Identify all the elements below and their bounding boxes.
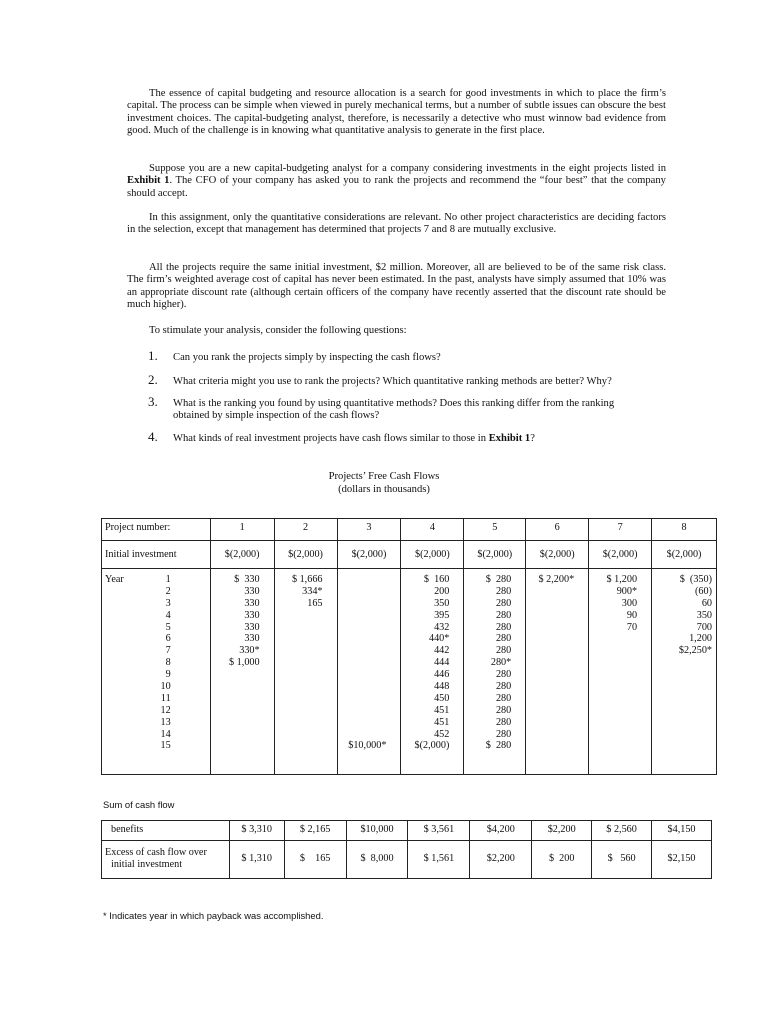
question-text-a: What kinds of real investment projects have cash flows similar to those in	[173, 433, 489, 444]
cash-flow-cell: 280	[495, 669, 512, 681]
question-number: 1.	[148, 348, 158, 363]
cash-flow-cell: 350	[696, 609, 712, 621]
cash-flow-cell: 334*	[302, 585, 323, 597]
paragraph-intro: The essence of capital budgeting and resource allocation is a search for good investments in which to place the firm’s capital. The process can be simple when viewed in purely mechanical terms, but a number of subtle issues can obscure the best investment choices. The capital-budgeting analyst, therefore, is necessarily a detective who must winnow bad evidence from good. Much of the challenge is in knowing what quantitative analysis to generate in the first place.	[127, 88, 666, 136]
benefits-cell: $ 3,310	[229, 821, 284, 841]
investment-cell: $(2,000)	[337, 541, 401, 569]
cash-flow-cell	[211, 669, 260, 681]
paragraph-considerations: In this assignment, only the quantitative considerations are relevant. No other project characteristics are deciding factors in the selection, except that management has determined that projects 7 and 8 are mutually exclusive.	[127, 212, 666, 236]
cash-flow-cell	[589, 633, 637, 645]
exhibit-subtitle: (dollars in thousands)	[338, 484, 430, 495]
cash-flow-cell: $10,000*	[348, 740, 387, 752]
cash-flow-cell: 280	[495, 645, 512, 657]
cash-flow-cell: $ 330	[234, 574, 260, 585]
excess-cell: $2,150	[652, 841, 712, 879]
cash-flow-cell	[338, 717, 387, 729]
project-header: 8	[652, 519, 717, 541]
cash-flow-cell	[211, 705, 260, 717]
cash-flow-cell	[652, 740, 712, 752]
cash-flow-cell	[338, 657, 387, 669]
cash-flow-cell: 330*	[239, 645, 260, 657]
cash-flow-cell	[526, 622, 574, 634]
cash-flow-cell: 90	[626, 609, 638, 621]
project-cash-flows	[401, 569, 464, 775]
year-number: 15	[160, 740, 171, 752]
year-number: 10	[160, 681, 171, 693]
cash-flow-cell	[652, 717, 712, 729]
cash-flow-cell: $ 1,000	[229, 657, 260, 669]
cash-flow-cell	[338, 705, 387, 717]
question-number: 2.	[148, 372, 158, 387]
investment-cell: $(2,000)	[589, 541, 652, 569]
cash-flow-cell	[275, 740, 323, 752]
year-column	[102, 569, 211, 775]
project-header: 5	[464, 519, 526, 541]
cash-flow-cell	[589, 657, 637, 669]
cash-flow-cell: 70	[626, 621, 638, 633]
cash-flow-cell	[338, 586, 387, 598]
year-number: 9	[165, 669, 171, 681]
investment-cell: $(2,000)	[526, 541, 589, 569]
project-header: 4	[401, 519, 464, 541]
cash-flow-cell: (60)	[695, 585, 712, 597]
cash-flow-cell: 395	[434, 609, 450, 621]
cash-flow-cell	[526, 717, 574, 729]
cash-flow-cell	[526, 586, 574, 598]
cash-flow-cell	[652, 669, 712, 681]
cash-flow-cell	[526, 645, 574, 657]
project-cash-flows	[652, 569, 717, 775]
question-text-c: ?	[530, 433, 535, 444]
question-text	[173, 433, 643, 445]
cash-flow-cell	[652, 705, 712, 717]
cash-flow-cell	[589, 729, 637, 741]
cash-flow-cell	[275, 705, 323, 717]
investment-label: Initial investment	[102, 541, 211, 569]
excess-cell: $ 200	[532, 841, 592, 879]
year-number: 4	[165, 609, 171, 621]
project-cash-flows	[210, 569, 274, 775]
cash-flow-cell	[589, 705, 637, 717]
excess-label-line-1: Excess of cash flow over	[105, 847, 207, 858]
cash-flow-cell	[275, 645, 323, 657]
cash-flow-cell	[526, 598, 574, 610]
year-number: 1	[165, 574, 171, 585]
cash-flow-cell: 280	[495, 633, 512, 645]
year-number: 6	[165, 633, 171, 645]
cash-flow-cell	[526, 705, 574, 717]
project-cash-flows	[589, 569, 652, 775]
cash-flow-cell: 200	[434, 585, 450, 597]
cash-flow-cell: 451	[434, 704, 450, 716]
cash-flow-cell: 280*	[490, 657, 512, 669]
cash-flow-cell	[526, 610, 574, 622]
header-label: Project number:	[102, 519, 211, 541]
question-text: What is the ranking you found by using quantitative methods? Does this ranking differ from the ranking obtained by simple inspection of the cash flows?	[173, 398, 615, 422]
cash-flow-cell	[211, 729, 260, 741]
year-number: 8	[165, 657, 171, 669]
excess-cell: $ 560	[592, 841, 652, 879]
cash-flow-cell	[589, 645, 637, 657]
question-text: Can you rank the projects simply by inspecting the cash flows?	[173, 352, 441, 363]
cash-flow-cell	[275, 669, 323, 681]
cash-flow-cell	[338, 610, 387, 622]
cash-flow-cell	[338, 681, 387, 693]
header-row	[102, 519, 717, 541]
cash-flow-cell: 451	[434, 716, 450, 728]
cash-flow-cell: 280	[495, 609, 512, 621]
year-number: 11	[160, 692, 171, 704]
cash-flow-cell	[526, 681, 574, 693]
cash-flow-cell: 280	[495, 681, 512, 693]
cash-flow-cell	[526, 729, 574, 741]
paragraph-investment: All the projects require the same initial investment, $2 million. Moreover, all are believed to be of the same risk class. The firm’s weighted average cost of capital has never been estimated. In the past, analysts have simply assumed that 10% was an appropriate discount rate (although certain officers of the company have recently asserted that the discount rate should be much higher).	[127, 262, 666, 310]
project-header: 7	[589, 519, 652, 541]
cash-flow-cell: 280	[495, 704, 512, 716]
question-number: 4.	[148, 429, 158, 444]
cash-flow-cell	[338, 633, 387, 645]
benefits-label: benefits	[102, 821, 230, 841]
cash-flow-cell	[275, 729, 323, 741]
year-number: 5	[165, 621, 171, 633]
cash-flow-cell	[338, 693, 387, 705]
year-number: 14	[160, 728, 171, 740]
cash-flow-cell: 330	[244, 609, 260, 621]
cash-flow-cell	[211, 681, 260, 693]
exhibit-title: Projects’ Free Cash Flows	[328, 471, 440, 482]
investment-cell: $(2,000)	[401, 541, 464, 569]
question-text: What criteria might you use to rank the projects? Which quantitative ranking methods are better? Why?	[173, 376, 612, 387]
cash-flow-cell: 446	[434, 669, 450, 681]
cash-flow-cell: 444	[434, 657, 450, 669]
paragraph-assignment-text-a: Suppose you are a new capital-budgeting analyst for a company considering investments in the eight projects listed in	[149, 163, 666, 174]
cash-flow-cell	[275, 633, 323, 645]
benefits-row	[102, 821, 712, 841]
paragraph-questions-intro: To stimulate your analysis, consider the following questions:	[149, 325, 407, 336]
investment-cell: $(2,000)	[274, 541, 337, 569]
cash-flow-cell	[338, 645, 387, 657]
cash-flow-cell	[211, 717, 260, 729]
investment-cell: $(2,000)	[210, 541, 274, 569]
benefits-cell: $ 2,560	[592, 821, 652, 841]
project-cash-flows	[274, 569, 337, 775]
project-cash-flows	[337, 569, 401, 775]
cash-flow-cell	[526, 669, 574, 681]
cash-flow-cell: $ 280	[485, 740, 512, 752]
cash-flow-cell	[338, 622, 387, 634]
cash-flow-cell: 452	[434, 728, 450, 740]
year-number: 12	[160, 704, 171, 716]
cash-flow-cell	[275, 717, 323, 729]
year-number: 3	[165, 597, 171, 609]
project-header: 1	[210, 519, 274, 541]
cash-flow-cell	[275, 610, 323, 622]
paragraph-assignment-text-b: . The CFO of your company has asked you to rank the projects and recommend the “four best” that the company should accept.	[127, 175, 666, 199]
cash-flow-cell: 432	[434, 621, 450, 633]
cash-flow-cell: $ 160	[423, 574, 450, 585]
question-number: 3.	[148, 394, 158, 409]
cash-flow-cell	[589, 740, 637, 752]
cash-flow-cell	[652, 657, 712, 669]
project-header: 3	[337, 519, 401, 541]
project-cash-flows	[464, 569, 526, 775]
cash-flow-cell	[338, 598, 387, 610]
cash-flow-cell: 280	[495, 692, 512, 704]
cash-flow-table	[101, 518, 717, 775]
year-number: 2	[165, 585, 171, 597]
cash-flow-cell: 330	[244, 597, 260, 609]
cash-flow-cell	[589, 669, 637, 681]
cash-flow-cell: 280	[495, 716, 512, 728]
cash-flow-cell	[275, 657, 323, 669]
cash-flow-cell: $ 1,666	[291, 574, 323, 585]
project-header: 6	[526, 519, 589, 541]
cash-flow-cell: 448	[434, 681, 450, 693]
cash-flow-cell	[211, 693, 260, 705]
cash-flow-cell	[211, 740, 260, 752]
excess-cell: $ 1,310	[229, 841, 284, 879]
cash-flow-cell	[338, 574, 387, 586]
cash-flow-cell	[589, 693, 637, 705]
project-cash-flows	[526, 569, 589, 775]
cash-flow-cell	[652, 729, 712, 741]
exhibit-reference: Exhibit 1	[127, 175, 170, 187]
cash-flow-cell	[526, 657, 574, 669]
cash-flow-cell	[275, 622, 323, 634]
summary-heading: Sum of cash flow	[103, 799, 175, 810]
benefits-cell: $2,200	[532, 821, 592, 841]
excess-row	[102, 841, 712, 879]
cash-flow-cell: $ 2,200*	[538, 574, 575, 585]
excess-cell: $ 1,561	[408, 841, 470, 879]
cash-flow-cell: 1,200	[689, 633, 712, 645]
cash-flow-cell: 450	[434, 692, 450, 704]
benefits-cell: $ 2,165	[284, 821, 346, 841]
footnote: * Indicates year in which payback was accomplished.	[103, 910, 324, 921]
cash-flow-cell: $(2,000)	[414, 740, 450, 752]
cash-flow-cell: 350	[434, 597, 450, 609]
cash-flow-cell: $ 280	[485, 574, 512, 585]
cash-flow-cell: 60	[701, 597, 712, 609]
cash-flow-cell: 330	[244, 585, 260, 597]
benefits-cell: $4,150	[652, 821, 712, 841]
cash-flow-cell	[652, 681, 712, 693]
exhibit-reference: Exhibit 1	[488, 433, 531, 444]
cash-flow-cell	[338, 729, 387, 741]
cash-flow-cell: 280	[495, 728, 512, 740]
cash-flow-cell: 700	[696, 621, 712, 633]
cash-flow-cell: $ 1,200	[606, 574, 638, 585]
summary-table	[101, 820, 712, 879]
year-label: Year	[105, 574, 124, 585]
cash-flow-cell	[338, 669, 387, 681]
cash-flow-cell: 330	[244, 633, 260, 645]
cash-flow-cell	[589, 681, 637, 693]
cash-flow-cell	[652, 693, 712, 705]
benefits-cell: $10,000	[346, 821, 408, 841]
cash-flow-cell: $ (350)	[679, 574, 712, 585]
cash-flow-cell	[526, 693, 574, 705]
excess-cell: $ 165	[284, 841, 346, 879]
cash-flow-cell: 900*	[616, 585, 638, 597]
cash-flow-cell: 300	[621, 597, 638, 609]
yearly-cash-flow-row	[102, 569, 717, 775]
cash-flow-cell: 330	[244, 621, 260, 633]
cash-flow-cell	[526, 633, 574, 645]
project-header: 2	[274, 519, 337, 541]
excess-label	[102, 841, 230, 879]
cash-flow-cell: 440*	[428, 633, 450, 645]
investment-cell: $(2,000)	[464, 541, 526, 569]
cash-flow-cell	[275, 681, 323, 693]
cash-flow-cell: 442	[434, 645, 450, 657]
excess-cell: $2,200	[470, 841, 532, 879]
paragraph-assignment	[127, 163, 666, 200]
excess-cell: $ 8,000	[346, 841, 408, 879]
cash-flow-cell: $2,250*	[678, 645, 712, 657]
cash-flow-cell: 280	[495, 585, 512, 597]
year-number: 13	[160, 716, 171, 728]
investment-row	[102, 541, 717, 569]
investment-cell: $(2,000)	[652, 541, 717, 569]
cash-flow-cell	[275, 693, 323, 705]
excess-label-line-2: initial investment	[111, 859, 183, 870]
year-number: 7	[165, 645, 171, 657]
cash-flow-cell: 280	[495, 597, 512, 609]
cash-flow-cell: 280	[495, 621, 512, 633]
cash-flow-cell	[589, 717, 637, 729]
cash-flow-cell	[526, 740, 574, 752]
benefits-cell: $4,200	[470, 821, 532, 841]
benefits-cell: $ 3,561	[408, 821, 470, 841]
cash-flow-cell: 165	[307, 597, 323, 609]
